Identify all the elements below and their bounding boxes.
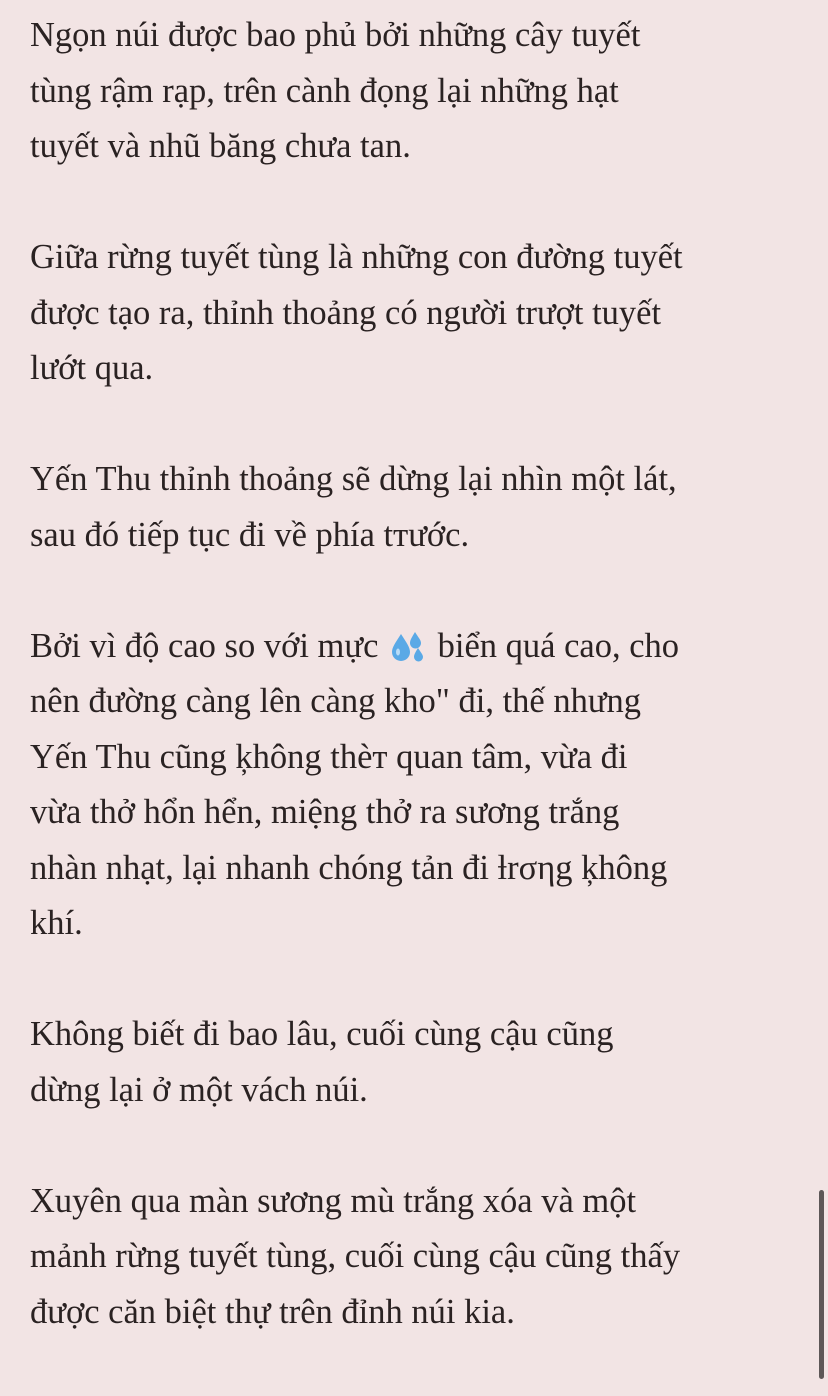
text-line	[30, 619, 802, 675]
text-line: vừa thở hổn hển, miệng thở ra sương trắng	[30, 793, 620, 831]
sweat-droplets-icon	[389, 626, 427, 660]
text-line: lướt qua.	[30, 349, 154, 387]
paragraph-5	[30, 1007, 802, 1118]
text-line: nên đường càng lên càng kho" đi, thế nhưng	[30, 682, 642, 720]
text-line: mảnh rừng tuyết tùng, cuối cùng cậu cũng thấy	[30, 1237, 681, 1275]
text-line: sau đó tiếp tục đi về phía tтước.	[30, 515, 470, 554]
text-line: Giữa rừng tuyết tùng là những con đường tuyết	[30, 238, 683, 276]
text-line: Không biết đi bao lâu, cuối cùng cậu cũng	[30, 1015, 614, 1053]
text-line: Ngọn núi được bao phủ bởi những cây tuyết	[30, 16, 641, 54]
text-line: dừng lại ở một vách núi.	[30, 1070, 368, 1109]
text-line: tùng rậm rạp, trên cành đọng lại những hạt	[30, 71, 619, 110]
text-line: nhàn nhạt, lại nhanh chóng tản đi ƚrσηg ķhông	[30, 848, 668, 887]
text-line: Xuyên qua màn sương mù trắng xóa và một	[30, 1181, 637, 1220]
text-line: khí.	[30, 904, 83, 942]
paragraph-6	[30, 1174, 802, 1341]
text-segment: biển quá cao, cho	[437, 626, 680, 665]
paragraph-1	[30, 8, 802, 175]
text-line: Yến Thu thỉnh thoảng sẽ dừng lại nhìn một lát,	[30, 460, 677, 498]
paragraph-4	[30, 619, 802, 952]
text-line: Yến Thu cũng ķhông thèт quan tâm, vừa đi	[30, 737, 628, 776]
text-line: được tạo ra, thỉnh thoảng có người trượt tuyết	[30, 293, 662, 332]
text-line: tuyết và nhũ băng chưa tan.	[30, 127, 411, 165]
paragraph-2	[30, 230, 802, 397]
paragraph-3	[30, 452, 802, 563]
scrollbar[interactable]	[819, 1190, 824, 1379]
text-segment: Bởi vì độ cao so với mực	[30, 626, 379, 665]
text-line: được căn biệt thự trên đỉnh núi kia.	[30, 1292, 515, 1331]
chapter-text	[30, 8, 802, 1396]
